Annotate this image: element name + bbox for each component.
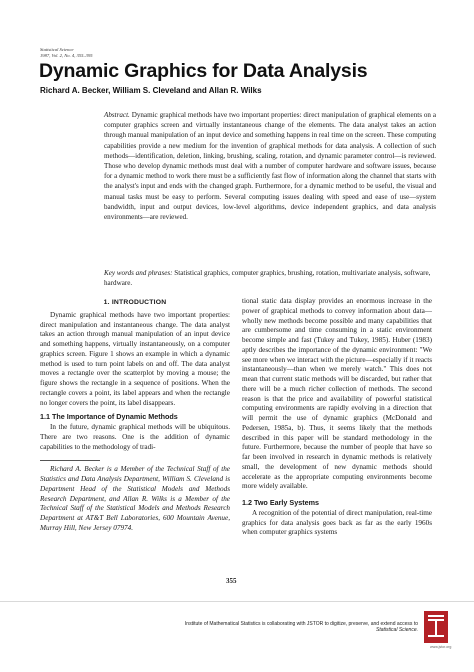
journal-issue: 1987, Vol. 2, No. 4, 355–395	[40, 52, 93, 58]
importance-paragraph: In the future, dynamic graphical methods will be ubiquitous. There are two reasons. One is the addition of dynamic capabilities to the methodology of tradi-	[40, 423, 230, 451]
page-number: 355	[226, 577, 237, 585]
journal-info	[40, 47, 93, 58]
jstor-line-1: Institute of Mathematical Statistics is collaborating with JSTOR to digitize, preserve, and extend access to	[184, 621, 418, 627]
subsection-heading-importance: 1.1 The Importance of Dynamic Methods	[40, 412, 178, 422]
keywords-text: Statistical graphics, computer graphics, brushing, rotation, multivariate analysis, software, hardware.	[104, 269, 431, 288]
jstor-logo-mark	[424, 611, 448, 643]
subsection-heading-early-systems: 1.2 Two Early Systems	[242, 498, 319, 507]
jstor-notice	[120, 621, 418, 634]
paper-title: Dynamic Graphics for Data Analysis	[39, 60, 368, 82]
paper-authors: Richard A. Becker, William S. Cleveland and Allan R. Wilks	[40, 86, 262, 95]
abstract-text: Dynamic graphical methods have two important properties: direct manipulation of graphical elements on a computer graphics screen and virtually instantaneous change of the elements. The data analyst takes an action through manual manipulation of an input device and something happens in real time on the screen. These computing capabilities provide a new medium for the invention of graphical methods for data analysis. A collection of such methods—identification, deletion, linking, brushing, scaling, rotation, and dynamic parameter control—is reviewed. Those who develop dynamic methods must deal with a number of computer hardware and software issues, because for a dynamic method to work there must be a sufficiently fast flow of information along the channel that starts with the analyst's input and ends with the changed graph. Furthermore, for a dynamic method to be useful, the visual and manual tasks must be easy to perform. Several computing issues dealing with speed and ease of use—system bandwidth, input and output devices, low-level algorithms, device independent graphics, and data analysis environments—are reviewed.	[104, 111, 436, 222]
footnote-rule	[40, 460, 100, 461]
early-systems-paragraph: A recognition of the potential of direct manipulation, real-time graphics for data analysis goes back as far as the early 1960s when computer graphics systems	[242, 508, 432, 537]
section-heading-introduction: 1. INTRODUCTION	[103, 299, 167, 306]
jstor-url-link[interactable]: www.jstor.org	[430, 645, 452, 649]
abstract	[104, 110, 436, 222]
journal-name: Statistical Science	[40, 47, 74, 52]
author-footnote: Richard A. Becker is a Member of the Technical Staff of the Statistics and Data Analysis Department, William S. Cleveland is Department Head of the Statistical Models and Methods Research Department, and Allan R. Wilks is a Member of the Technical Staff of the Statistical Models and Methods Research Department at AT&T Bell Laboratories, 600 Mountain Avenue, Murray Hill, New Jersey 07974.	[40, 465, 230, 532]
jstor-footer	[0, 601, 474, 672]
left-column	[40, 298, 230, 534]
keywords-lead: Key words and phrases:	[104, 269, 173, 277]
keywords	[104, 268, 436, 288]
jstor-line-2: Statistical Science.	[376, 627, 418, 634]
right-column	[242, 297, 432, 538]
abstract-lead: Abstract.	[104, 111, 130, 119]
right-paragraph: tional static data display provides an enormous increase in the power of graphical methods to convey information about data—wholly new methods become possible and many capabilities that are cumbersome and time consuming in a static environment become simple and fast (Tukey and Tukey, 1985). Huber (1983) aptly describes the importance of the dynamic environment: "We see more when we interact with the picture—especially if it reacts instantaneously—than when we merely watch." This does not mean that current static methods will be discarded, but rather that there will be a much richer collection of methods. The second reason is that the price and availability of powerful statistical computing environments are rapidly evolving in a direction that will permit the use of dynamic graphics (McDonald and Pedersen, 1985a, b). Thus, it seems likely that the methods described in this paper will be standard methodology in the future. Furthermore, because the number of people that have so far been involved in research in dynamic methods is relatively small, the development of new dynamic methods should accelerate as the appropriate computing environments become more widely available.	[242, 297, 432, 491]
jstor-logo-icon[interactable]	[424, 611, 448, 643]
intro-paragraph: Dynamic graphical methods have two important properties: direct manipulation and instantaneous change. The data analyst takes an action through manual manipulation of an input device and something happens, virtually instantaneously, on a computer graphics screen. Figure 1 shows an example in which a dynamic method is used to turn point labels on and off. The data analyst moves a rectangle over the scatterplot by moving a mouse; the figure shows the rectangle in a sequence of positions. When the rectangle covers a point, its label appears and when the rectangle no longer covers the point, its label disappears.	[40, 310, 230, 407]
